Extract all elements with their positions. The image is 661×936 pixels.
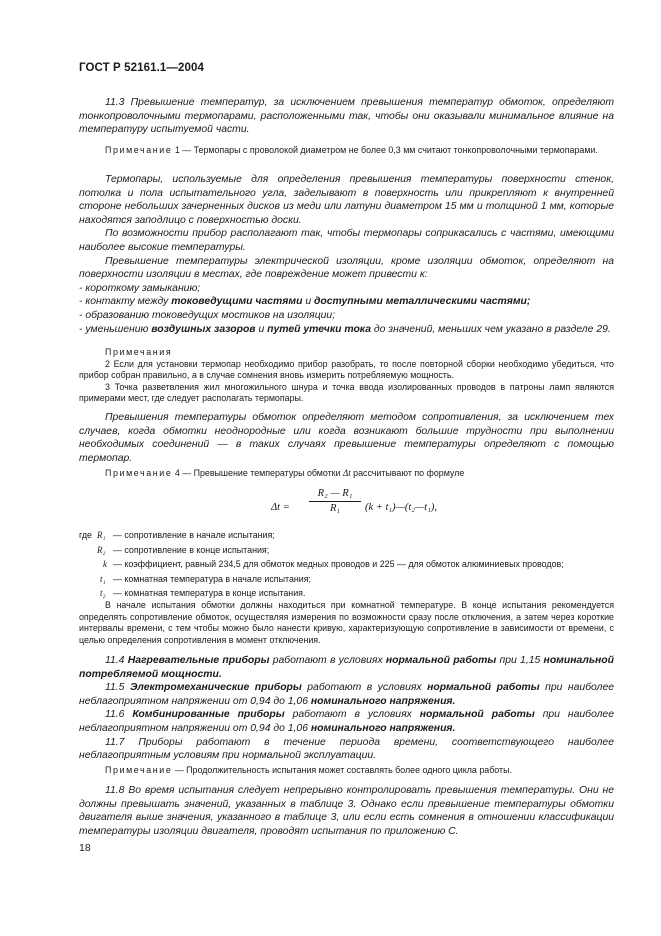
- note-1: [79, 145, 614, 157]
- clause-11-5: 11.5 Электромеханические приборы работают в условиях нормальной работы при наиболее неблагоприятном напряжении от 0,94 до 1,06 номинального напряжения.: [79, 682, 615, 707]
- legend-row: t₁ — комнатная температура в начале испытания;: [100, 573, 312, 584]
- note-2: 2 Если для установки термопар необходимо прибор разобрать, то после повторной сборки необходимо убедиться, что прибор собран правильно, а в случае сомнения вновь измерить потребляемую мощность.: [79, 358, 614, 381]
- note-3: 3 Точка разветвления жил многожильного шнура и точка ввода изолированных проводов в патроны ламп являются примерами мест, где следует располагать термопары.: [79, 381, 614, 404]
- note-label: Примечание: [105, 765, 173, 775]
- insulation-paragraph: Превышение температуры электрической изоляции, кроме изоляции обмоток, определяют на поверхности изоляции в местах, где повреждение может привести к:: [79, 255, 614, 281]
- formula-legend: [79, 529, 614, 602]
- formula-numerator: R₂ — R₁: [317, 488, 353, 499]
- clause-11-8: 11.8 Во время испытания следует непрерывно контролировать превышения температуры. Они не должны превышать значений, указанных в таблице 3. Однако если превышение температуры обмотки двигателя выше значения, указанного в таблице 3, или если есть сомнения в отношении классификации температуры изоляции двигателя, проводят испытания по приложению С.: [79, 785, 614, 837]
- start-note-paragraph: В начале испытания обмотки должны находиться при комнатной температуре. В конце испытания рекомендуется определять сопротивление обмоток, осуществляя измерения по возможности сразу после отключения, а затем через короткие интервалы времени, с тем чтобы можно было нанести кривую, характеризующую сопротивление в зависимости от времени, с целью определения сопротивления в момент отключения.: [79, 600, 614, 645]
- placement-paragraph: По возможности прибор располагают так, чтобы термопары соприкасались с частями, имеющими наиболее высокие температуры.: [79, 228, 614, 253]
- legend-row: R₂ — сопротивление в конце испытания;: [97, 544, 270, 555]
- clause-text: Превышение температур, за исключением превышения температур обмоток, определяют тонкопроволочными термопарами, расположенными так, чтобы они оказывали минимальное влияние на температуру испытуемой части.: [79, 97, 614, 136]
- clause-11-7: 11.7 Приборы работают в течение периода времени, соответствующего наиболее неблагоприятным условиям при нормальной эксплуатации.: [79, 736, 614, 762]
- windings-paragraph: Превышения температуры обмоток определяют методом сопротивления, за исключением тех случаев, когда обмотки неоднородные или когда возникают большие трудности при выполнении необходимых соединений — в таких случаях превышение температуры определяют с помощью термопар.: [79, 412, 614, 464]
- legend-row: t₂ — комнатная температура в конце испытания.: [100, 588, 306, 599]
- note-label: Примечание: [105, 145, 173, 155]
- document-header: ГОСТ Р 52161.1—2004: [79, 62, 204, 74]
- note-duration: Примечание — Продолжительность испытания может составлять более одного цикла работы.: [105, 765, 512, 775]
- formula-fraction: [309, 488, 361, 514]
- clause-11-4: 11.4 Нагревательные приборы работают в условиях нормальной работы при 1,15 номинальной потребляемой мощности.: [79, 655, 614, 680]
- clause-number: 11.3: [105, 97, 131, 108]
- note-label: Примечание: [105, 468, 173, 478]
- delta-t-symbol: Δt: [342, 468, 351, 478]
- thermocouples-paragraph: Термопары, используемые для определения превышения температуры поверхности стенок, потолка и пола испытательного угла, заделывают в поверхность или прикрепляют к внутренней стороне небольших зачерненных дисков из меди или латуни диаметром 15 мм и толщиной 1 мм, которые находятся заподлицо с поверхностью доски.: [79, 174, 614, 226]
- notes-2-3: [79, 347, 614, 405]
- list-item: - образованию токоведущих мостиков на изоляции;: [79, 309, 336, 321]
- legend-row: где R₁ — сопротивление в начале испытания;: [79, 530, 275, 540]
- formula-rhs: (k + t₁)—(t₂—t₁),: [365, 502, 437, 513]
- clause-11-3: [79, 96, 614, 137]
- list-item: - уменьшению воздушных зазоров и путей утечки тока до значений, меньших чем указано в разделе 29.: [79, 323, 611, 335]
- formula-lhs: Δt =: [271, 502, 290, 513]
- formula-denominator: R₁: [329, 503, 341, 514]
- clause-11-6: 11.6 Комбинированные приборы работают в условиях нормальной работы при наиболее неблагоприятном напряжении от 0,94 до 1,06 номинального напряжения.: [79, 709, 614, 734]
- legend-row: k — коэффициент, равный 234,5 для обмоток медных проводов и 225 — для обмоток алюминиевых проводов;: [103, 559, 564, 570]
- clauses-11-4-to-11-7: [79, 654, 614, 763]
- note-text: 1 — Термопары с проволокой диаметром не более 0,3 мм считают тонкопроволочными термопарами.: [172, 145, 598, 155]
- page-number: 18: [79, 842, 91, 854]
- note-4: Примечание 4 — Превышение температуры обмотки Δt рассчитывают по формуле: [105, 468, 465, 478]
- fraction-bar: [309, 501, 361, 502]
- list-item: - короткому замыканию;: [79, 282, 201, 294]
- list-item: - контакту между токоведущими частями и доступными металлическими частями;: [79, 296, 531, 308]
- thermocouple-paragraphs: [79, 173, 614, 336]
- notes-label: Примечания: [105, 347, 173, 357]
